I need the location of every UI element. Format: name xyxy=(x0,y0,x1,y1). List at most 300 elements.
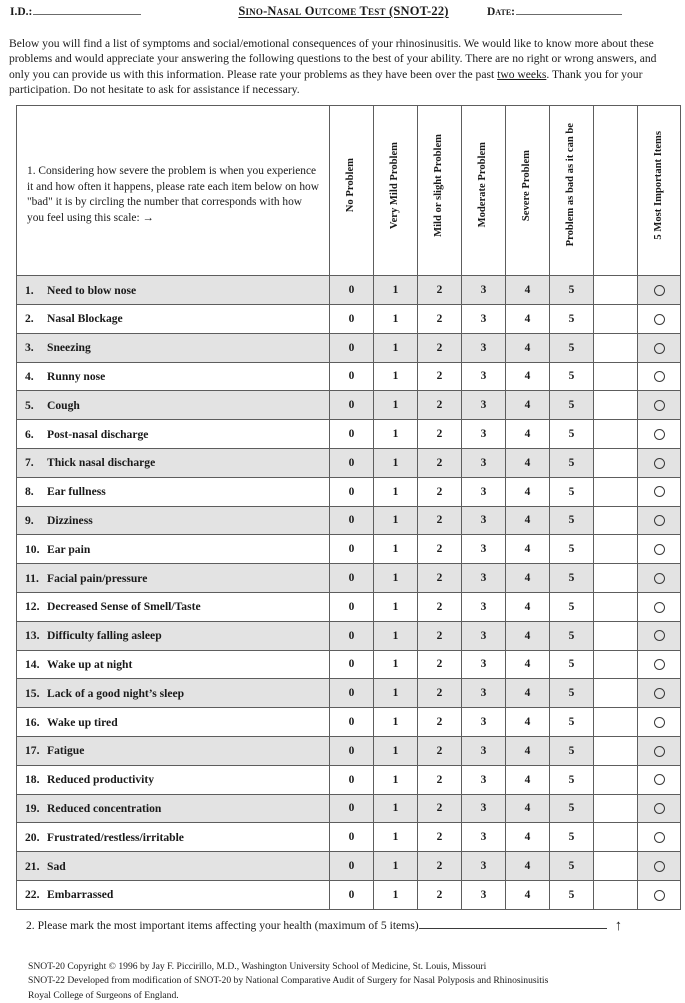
table-row xyxy=(17,880,681,909)
rating-option-0[interactable]: 0 xyxy=(330,765,374,794)
footer-line-1: SNOT-20 Copyright © 1996 by Jay F. Piccirillo, M.D., Washington University School of Medicine, St. Louis, Missouri xyxy=(28,960,487,972)
table-row xyxy=(17,477,681,506)
rating-option-3[interactable]: 3 xyxy=(462,880,506,909)
rating-option-4[interactable]: 4 xyxy=(506,276,550,305)
rating-option-4[interactable]: 4 xyxy=(506,304,550,333)
symptom-number: 4. xyxy=(25,369,34,383)
most-important-checkbox-cell[interactable] xyxy=(638,420,681,449)
symptom-label-cell xyxy=(17,362,330,391)
rating-option-3[interactable]: 3 xyxy=(462,362,506,391)
circle-outline-icon[interactable] xyxy=(654,890,665,901)
questionnaire-table-wrap xyxy=(0,97,685,910)
id-input-line[interactable] xyxy=(33,3,141,15)
rating-option-1[interactable]: 1 xyxy=(374,765,418,794)
symptom-label-cell xyxy=(17,391,330,420)
date-label: Date: xyxy=(487,6,515,18)
column-header-label: Moderate Problem xyxy=(477,142,489,228)
footer-line-3: Royal College of Surgeons of England. xyxy=(28,989,179,1001)
circle-outline-icon[interactable] xyxy=(654,688,665,699)
rating-option-3[interactable]: 3 xyxy=(462,304,506,333)
rating-option-2[interactable]: 2 xyxy=(418,564,462,593)
date-field-group[interactable] xyxy=(487,3,677,18)
rating-option-2[interactable]: 2 xyxy=(418,420,462,449)
circle-outline-icon[interactable] xyxy=(654,659,665,670)
circle-outline-icon[interactable] xyxy=(654,515,665,526)
spacer-cell xyxy=(594,880,638,909)
circle-outline-icon[interactable] xyxy=(654,746,665,757)
table-row xyxy=(17,391,681,420)
rating-option-5[interactable]: 5 xyxy=(550,304,594,333)
circle-outline-icon[interactable] xyxy=(654,774,665,785)
most-important-checkbox-cell[interactable] xyxy=(638,477,681,506)
symptom-number: 5. xyxy=(25,398,34,412)
rating-option-2[interactable]: 2 xyxy=(418,592,462,621)
spacer-cell xyxy=(594,391,638,420)
rating-option-2[interactable]: 2 xyxy=(418,880,462,909)
rating-option-5[interactable]: 5 xyxy=(550,420,594,449)
rating-option-4[interactable]: 4 xyxy=(506,420,550,449)
rating-option-0[interactable]: 0 xyxy=(330,362,374,391)
rating-option-4[interactable]: 4 xyxy=(506,362,550,391)
circle-outline-icon[interactable] xyxy=(654,861,665,872)
rating-option-0[interactable]: 0 xyxy=(330,564,374,593)
rating-option-1[interactable]: 1 xyxy=(374,333,418,362)
symptom-number: 22. xyxy=(25,888,40,902)
symptom-number: 21. xyxy=(25,859,40,873)
rating-option-2[interactable]: 2 xyxy=(418,679,462,708)
spacer-cell xyxy=(594,852,638,881)
table-row xyxy=(17,736,681,765)
table-row xyxy=(17,679,681,708)
rating-option-1[interactable]: 1 xyxy=(374,880,418,909)
spacer-cell xyxy=(594,765,638,794)
rating-option-0[interactable]: 0 xyxy=(330,333,374,362)
rating-option-1[interactable]: 1 xyxy=(374,852,418,881)
rating-option-5[interactable]: 5 xyxy=(550,708,594,737)
symptom-number: 6. xyxy=(25,427,34,441)
rating-option-1[interactable]: 1 xyxy=(374,304,418,333)
symptom-label: Fatigue xyxy=(47,744,85,758)
rating-option-5[interactable]: 5 xyxy=(550,362,594,391)
symptom-label: Wake up at night xyxy=(47,657,133,671)
symptom-label-cell xyxy=(17,276,330,305)
symptom-label-cell xyxy=(17,708,330,737)
rating-option-4[interactable]: 4 xyxy=(506,679,550,708)
table-row xyxy=(17,333,681,362)
rating-option-2[interactable]: 2 xyxy=(418,506,462,535)
circle-outline-icon[interactable] xyxy=(654,371,665,382)
spacer-cell xyxy=(594,794,638,823)
symptom-label: Difficulty falling asleep xyxy=(47,629,162,643)
table-header xyxy=(17,106,681,276)
most-important-checkbox-cell[interactable] xyxy=(638,535,681,564)
rating-option-2[interactable]: 2 xyxy=(418,765,462,794)
column-header-5-most-important-items xyxy=(638,106,681,276)
most-important-checkbox-cell[interactable] xyxy=(638,362,681,391)
up-arrow-icon: ↑ xyxy=(614,917,623,934)
rating-option-1[interactable]: 1 xyxy=(374,592,418,621)
symptom-label-cell xyxy=(17,333,330,362)
rating-option-0[interactable]: 0 xyxy=(330,448,374,477)
column-header-no-problem xyxy=(330,106,374,276)
rating-option-3[interactable]: 3 xyxy=(462,765,506,794)
rating-option-4[interactable]: 4 xyxy=(506,621,550,650)
circle-outline-icon[interactable] xyxy=(654,717,665,728)
rating-option-1[interactable]: 1 xyxy=(374,477,418,506)
most-important-checkbox-cell[interactable] xyxy=(638,304,681,333)
table-row xyxy=(17,535,681,564)
question-2-text: 2. Please mark the most important items affecting your health (maximum of 5 items) xyxy=(26,918,419,932)
circle-outline-icon[interactable] xyxy=(654,314,665,325)
table-row xyxy=(17,304,681,333)
most-important-checkbox-cell[interactable] xyxy=(638,679,681,708)
rating-option-1[interactable]: 1 xyxy=(374,708,418,737)
most-important-checkbox-cell[interactable] xyxy=(638,708,681,737)
spacer-cell xyxy=(594,304,638,333)
rating-option-4[interactable]: 4 xyxy=(506,477,550,506)
table-row xyxy=(17,852,681,881)
rating-option-4[interactable]: 4 xyxy=(506,880,550,909)
table-header-row xyxy=(17,106,681,276)
spacer-cell xyxy=(594,477,638,506)
rating-option-0[interactable]: 0 xyxy=(330,592,374,621)
rating-option-5[interactable]: 5 xyxy=(550,477,594,506)
spacer-cell xyxy=(594,708,638,737)
rating-option-0[interactable]: 0 xyxy=(330,391,374,420)
symptom-label-cell xyxy=(17,794,330,823)
rating-option-0[interactable]: 0 xyxy=(330,650,374,679)
symptom-number: 17. xyxy=(25,744,40,758)
column-header-label: Mild or slight Problem xyxy=(433,133,445,237)
spacer-cell xyxy=(594,448,638,477)
table-row xyxy=(17,794,681,823)
rating-option-2[interactable]: 2 xyxy=(418,535,462,564)
most-important-checkbox-cell[interactable] xyxy=(638,333,681,362)
symptom-label: Nasal Blockage xyxy=(47,312,123,326)
rating-option-0[interactable]: 0 xyxy=(330,852,374,881)
rating-option-1[interactable]: 1 xyxy=(374,794,418,823)
rating-option-3[interactable]: 3 xyxy=(462,420,506,449)
table-row xyxy=(17,621,681,650)
rating-option-0[interactable]: 0 xyxy=(330,736,374,765)
intro-paragraph xyxy=(0,20,685,97)
footer-line-2: SNOT-22 Developed from modification of SNOT-20 by National Comparative Audit of Surgery for Nasal Polyposis and Rhinosinusitis xyxy=(28,975,549,987)
rating-option-1[interactable]: 1 xyxy=(374,276,418,305)
rating-option-4[interactable]: 4 xyxy=(506,564,550,593)
rating-option-5[interactable]: 5 xyxy=(550,679,594,708)
column-header-problem-as-bad-as-it-can-be xyxy=(550,106,594,276)
rating-option-2[interactable]: 2 xyxy=(418,362,462,391)
circle-outline-icon[interactable] xyxy=(654,630,665,641)
rating-option-2[interactable]: 2 xyxy=(418,276,462,305)
most-important-checkbox-cell[interactable] xyxy=(638,880,681,909)
most-important-checkbox-cell[interactable] xyxy=(638,794,681,823)
circle-outline-icon[interactable] xyxy=(654,544,665,555)
rating-option-2[interactable]: 2 xyxy=(418,794,462,823)
spacer-cell xyxy=(594,362,638,391)
symptom-number: 10. xyxy=(25,542,40,556)
rating-option-2[interactable]: 2 xyxy=(418,852,462,881)
circle-outline-icon[interactable] xyxy=(654,458,665,469)
rating-option-4[interactable]: 4 xyxy=(506,333,550,362)
table-row xyxy=(17,448,681,477)
questionnaire-table xyxy=(16,105,681,910)
column-header-label: Very Mild Problem xyxy=(389,141,401,229)
symptom-label-cell xyxy=(17,650,330,679)
circle-outline-icon[interactable] xyxy=(654,573,665,584)
id-field-group[interactable] xyxy=(10,3,200,18)
rating-option-4[interactable]: 4 xyxy=(506,506,550,535)
rating-option-2[interactable]: 2 xyxy=(418,477,462,506)
most-important-checkbox-cell[interactable] xyxy=(638,276,681,305)
most-important-checkbox-cell[interactable] xyxy=(638,506,681,535)
rating-option-3[interactable]: 3 xyxy=(462,592,506,621)
rating-option-5[interactable]: 5 xyxy=(550,794,594,823)
column-header-spacer xyxy=(594,106,638,276)
symptom-label: Sneezing xyxy=(47,341,91,355)
rating-option-4[interactable]: 4 xyxy=(506,823,550,852)
symptom-number: 11. xyxy=(25,571,39,585)
symptom-label: Post-nasal discharge xyxy=(47,427,149,441)
column-header-very-mild-problem xyxy=(374,106,418,276)
intro-text-after: . Thank you for your participation. Do not hesitate to ask for assistance if necessary. xyxy=(9,67,643,96)
rating-option-3[interactable]: 3 xyxy=(462,708,506,737)
rating-option-0[interactable]: 0 xyxy=(330,420,374,449)
most-important-checkbox-cell[interactable] xyxy=(638,852,681,881)
intro-text-before: Below you will find a list of symptoms and social/emotional consequences of your rhinosinusitis. We would like to know more about these problems and would appreciate your answering the following questions to the best of your ability. There are no right or wrong answers, and only you can provide us with this information. Please rate your problems as they have been over the past xyxy=(9,37,657,81)
rating-option-2[interactable]: 2 xyxy=(418,650,462,679)
column-header-mild-or-slight-problem xyxy=(418,106,462,276)
symptom-label-cell xyxy=(17,765,330,794)
rating-option-2[interactable]: 2 xyxy=(418,708,462,737)
symptom-label-cell xyxy=(17,304,330,333)
most-important-checkbox-cell[interactable] xyxy=(638,448,681,477)
rating-option-0[interactable]: 0 xyxy=(330,823,374,852)
rating-option-1[interactable]: 1 xyxy=(374,448,418,477)
table-row xyxy=(17,276,681,305)
rating-option-1[interactable]: 1 xyxy=(374,736,418,765)
rating-option-3[interactable]: 3 xyxy=(462,391,506,420)
rating-option-3[interactable]: 3 xyxy=(462,621,506,650)
symptom-label: Thick nasal discharge xyxy=(47,456,156,470)
circle-outline-icon[interactable] xyxy=(654,486,665,497)
rating-option-4[interactable]: 4 xyxy=(506,794,550,823)
rating-option-1[interactable]: 1 xyxy=(374,506,418,535)
symptom-label-cell xyxy=(17,852,330,881)
symptom-label: Decreased Sense of Smell/Taste xyxy=(47,600,201,614)
rating-option-1[interactable]: 1 xyxy=(374,362,418,391)
rating-option-2[interactable]: 2 xyxy=(418,333,462,362)
rating-instruction-cell: 1. Considering how severe the problem is when you experience it and how often it happens, please rate each item below on how "bad" it is by circling the number that corresponds with how you feel using this scale: → xyxy=(17,106,330,276)
table-body xyxy=(17,276,681,910)
spacer-cell xyxy=(594,679,638,708)
rating-option-3[interactable]: 3 xyxy=(462,448,506,477)
rating-option-3[interactable]: 3 xyxy=(462,564,506,593)
rating-option-3[interactable]: 3 xyxy=(462,333,506,362)
symptom-label-cell xyxy=(17,448,330,477)
rating-option-3[interactable]: 3 xyxy=(462,736,506,765)
rating-option-5[interactable]: 5 xyxy=(550,592,594,621)
spacer-cell xyxy=(594,823,638,852)
rating-option-1[interactable]: 1 xyxy=(374,564,418,593)
copyright-footer xyxy=(0,933,685,1003)
rating-option-1[interactable]: 1 xyxy=(374,420,418,449)
rating-option-3[interactable]: 3 xyxy=(462,477,506,506)
column-header-severe-problem xyxy=(506,106,550,276)
rating-option-0[interactable]: 0 xyxy=(330,794,374,823)
rating-option-1[interactable]: 1 xyxy=(374,535,418,564)
symptom-label: Reduced productivity xyxy=(47,773,155,787)
rating-option-5[interactable]: 5 xyxy=(550,852,594,881)
circle-outline-icon[interactable] xyxy=(654,832,665,843)
question-2 xyxy=(0,910,685,933)
circle-outline-icon[interactable] xyxy=(654,285,665,296)
rating-option-1[interactable]: 1 xyxy=(374,650,418,679)
rating-option-2[interactable]: 2 xyxy=(418,621,462,650)
rating-option-0[interactable]: 0 xyxy=(330,506,374,535)
circle-outline-icon[interactable] xyxy=(654,602,665,613)
most-important-checkbox-cell[interactable] xyxy=(638,765,681,794)
most-important-checkbox-cell[interactable] xyxy=(638,823,681,852)
rating-option-4[interactable]: 4 xyxy=(506,448,550,477)
column-header-label: Problem as bad as it can be xyxy=(565,123,577,247)
rating-option-5[interactable]: 5 xyxy=(550,736,594,765)
rating-option-2[interactable]: 2 xyxy=(418,736,462,765)
rating-option-0[interactable]: 0 xyxy=(330,708,374,737)
symptom-label: Facial pain/pressure xyxy=(47,571,148,585)
symptom-label-cell xyxy=(17,880,330,909)
symptom-label: Wake up tired xyxy=(47,715,118,729)
spacer-cell xyxy=(594,564,638,593)
spacer-cell xyxy=(594,420,638,449)
most-important-checkbox-cell[interactable] xyxy=(638,564,681,593)
symptom-label: Need to blow nose xyxy=(47,283,137,297)
most-important-checkbox-cell[interactable] xyxy=(638,650,681,679)
rating-option-5[interactable]: 5 xyxy=(550,564,594,593)
rating-option-3[interactable]: 3 xyxy=(462,276,506,305)
rating-option-2[interactable]: 2 xyxy=(418,448,462,477)
most-important-checkbox-cell[interactable] xyxy=(638,391,681,420)
question-2-input-line[interactable] xyxy=(419,916,607,929)
rating-option-5[interactable]: 5 xyxy=(550,621,594,650)
symptom-number: 13. xyxy=(25,629,40,643)
form-header xyxy=(0,0,685,20)
symptom-number: 14. xyxy=(25,657,40,671)
spacer-cell xyxy=(594,736,638,765)
circle-outline-icon[interactable] xyxy=(654,343,665,354)
rating-option-1[interactable]: 1 xyxy=(374,621,418,650)
rating-option-4[interactable]: 4 xyxy=(506,535,550,564)
symptom-number: 2. xyxy=(25,312,34,326)
symptom-label: Ear fullness xyxy=(47,485,106,499)
symptom-label-cell xyxy=(17,736,330,765)
rating-option-4[interactable]: 4 xyxy=(506,592,550,621)
table-row xyxy=(17,823,681,852)
rating-option-0[interactable]: 0 xyxy=(330,880,374,909)
rating-option-0[interactable]: 0 xyxy=(330,679,374,708)
rating-option-0[interactable]: 0 xyxy=(330,304,374,333)
spacer-cell xyxy=(594,592,638,621)
most-important-checkbox-cell[interactable] xyxy=(638,736,681,765)
rating-option-3[interactable]: 3 xyxy=(462,823,506,852)
table-row xyxy=(17,592,681,621)
rating-option-2[interactable]: 2 xyxy=(418,391,462,420)
rating-option-0[interactable]: 0 xyxy=(330,477,374,506)
column-header-label: 5 Most Important Items xyxy=(652,130,664,240)
symptom-label-cell xyxy=(17,564,330,593)
circle-outline-icon[interactable] xyxy=(654,400,665,411)
column-header-moderate-problem xyxy=(462,106,506,276)
rating-option-3[interactable]: 3 xyxy=(462,679,506,708)
rating-option-5[interactable]: 5 xyxy=(550,333,594,362)
rating-option-1[interactable]: 1 xyxy=(374,679,418,708)
rating-option-1[interactable]: 1 xyxy=(374,391,418,420)
rating-option-3[interactable]: 3 xyxy=(462,535,506,564)
symptom-label-cell xyxy=(17,420,330,449)
symptom-number: 3. xyxy=(25,341,34,355)
rating-option-0[interactable]: 0 xyxy=(330,621,374,650)
circle-outline-icon[interactable] xyxy=(654,429,665,440)
rating-option-5[interactable]: 5 xyxy=(550,823,594,852)
rating-option-2[interactable]: 2 xyxy=(418,823,462,852)
symptom-label: Sad xyxy=(47,859,66,873)
rating-option-3[interactable]: 3 xyxy=(462,650,506,679)
circle-outline-icon[interactable] xyxy=(654,803,665,814)
rating-option-4[interactable]: 4 xyxy=(506,650,550,679)
spacer-cell xyxy=(594,535,638,564)
rating-option-3[interactable]: 3 xyxy=(462,506,506,535)
table-row xyxy=(17,420,681,449)
rating-option-2[interactable]: 2 xyxy=(418,304,462,333)
rating-option-5[interactable]: 5 xyxy=(550,765,594,794)
symptom-number: 16. xyxy=(25,715,40,729)
symptom-label-cell xyxy=(17,823,330,852)
spacer-cell xyxy=(594,621,638,650)
rating-option-4[interactable]: 4 xyxy=(506,852,550,881)
symptom-label: Reduced concentration xyxy=(47,801,162,815)
table-row xyxy=(17,362,681,391)
rating-option-5[interactable]: 5 xyxy=(550,448,594,477)
spacer-cell xyxy=(594,333,638,362)
rating-option-3[interactable]: 3 xyxy=(462,794,506,823)
symptom-label: Runny nose xyxy=(47,369,106,383)
symptom-label: Cough xyxy=(47,398,80,412)
rating-option-4[interactable]: 4 xyxy=(506,765,550,794)
rating-option-5[interactable]: 5 xyxy=(550,535,594,564)
rating-option-0[interactable]: 0 xyxy=(330,535,374,564)
rating-option-4[interactable]: 4 xyxy=(506,736,550,765)
rating-option-5[interactable]: 5 xyxy=(550,506,594,535)
date-input-line[interactable] xyxy=(516,3,622,15)
most-important-checkbox-cell[interactable] xyxy=(638,621,681,650)
rating-option-4[interactable]: 4 xyxy=(506,391,550,420)
rating-option-0[interactable]: 0 xyxy=(330,276,374,305)
rating-option-1[interactable]: 1 xyxy=(374,823,418,852)
table-row xyxy=(17,506,681,535)
most-important-checkbox-cell[interactable] xyxy=(638,592,681,621)
symptom-number: 19. xyxy=(25,801,40,815)
symptom-number: 18. xyxy=(25,773,40,787)
rating-option-4[interactable]: 4 xyxy=(506,708,550,737)
rating-option-5[interactable]: 5 xyxy=(550,650,594,679)
rating-option-5[interactable]: 5 xyxy=(550,880,594,909)
rating-option-3[interactable]: 3 xyxy=(462,852,506,881)
symptom-label: Lack of a good night’s sleep xyxy=(47,686,185,700)
rating-option-5[interactable]: 5 xyxy=(550,276,594,305)
rating-option-5[interactable]: 5 xyxy=(550,391,594,420)
symptom-number: 20. xyxy=(25,830,40,844)
symptom-number: 1. xyxy=(25,283,34,297)
